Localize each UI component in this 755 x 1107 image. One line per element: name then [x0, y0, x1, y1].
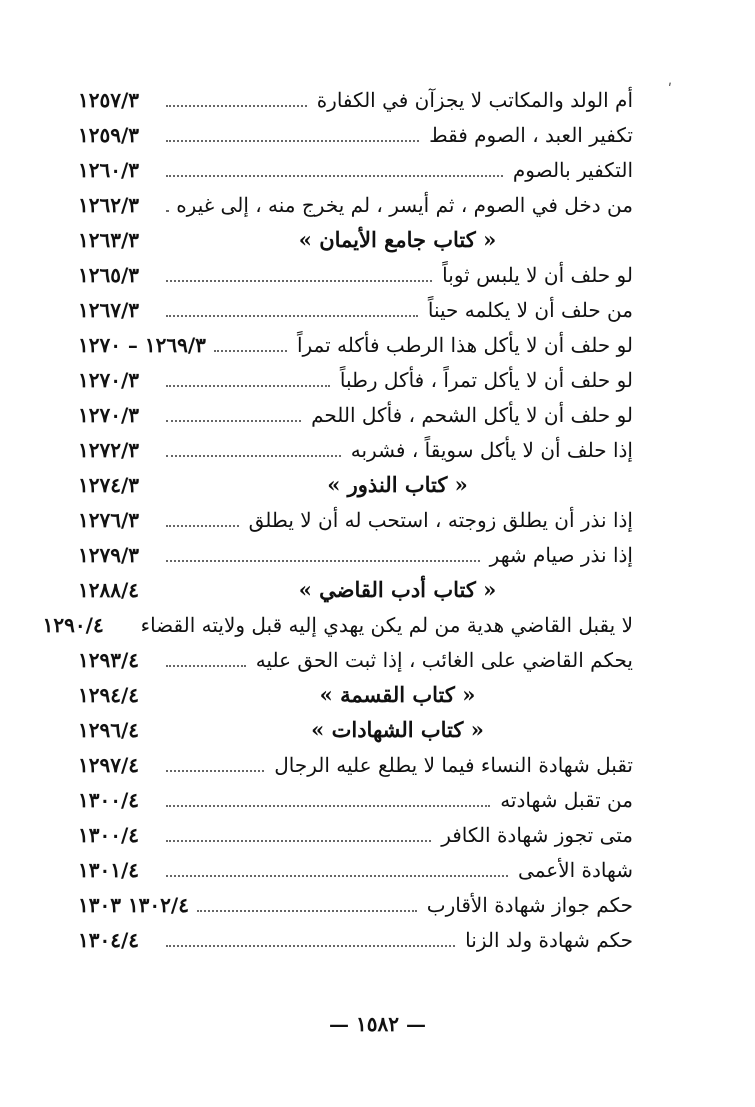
- dot-leader: [166, 805, 490, 807]
- page-number: — ١٥٨٢ —: [329, 1012, 426, 1036]
- toc-entry: [78, 117, 633, 152]
- toc-section-heading: [78, 467, 633, 502]
- entry-title: لو حلف أن لا يأكل هذا الرطب فأكله تمراً: [296, 332, 633, 357]
- page-reference: ١٢٩٠/٤: [42, 612, 104, 637]
- toc-entry: [78, 922, 633, 957]
- dot-leader: [166, 420, 301, 422]
- page-reference: ١٢٧٤/٣: [78, 472, 140, 497]
- entry-title: التكفير بالصوم: [512, 157, 633, 182]
- dot-leader: [166, 280, 432, 282]
- toc-entry: [78, 502, 633, 537]
- page-reference: ١٢٦٥/٣: [78, 262, 140, 287]
- entry-title: متى تجوز شهادة الكافر: [441, 822, 633, 847]
- section-title: « كتاب الشهادات »: [311, 717, 484, 742]
- toc-entry: [78, 537, 633, 572]
- entry-title: إذا نذر صيام شهر: [489, 542, 633, 567]
- entry-title: لو حلف أن لا يأكل تمراً ، فأكل رطباً: [339, 367, 633, 392]
- dot-leader: [166, 385, 330, 387]
- entry-title: إذا حلف أن لا يأكل سويقاً ، فشربه: [350, 437, 633, 462]
- toc-entry: [78, 292, 633, 327]
- dot-leader: [166, 140, 419, 142]
- page-reference: ١٢٦٢/٣: [78, 192, 140, 217]
- toc-entry: [78, 642, 633, 677]
- dot-leader: [166, 525, 239, 527]
- toc-entry: [78, 817, 633, 852]
- page-reference: ١٢٧٢/٣: [78, 437, 140, 462]
- page-reference: ١٢٨٨/٤: [78, 577, 140, 602]
- dot-leader: [214, 350, 287, 352]
- toc-entry: [78, 82, 633, 117]
- page-reference: ١٢٩٦/٤: [78, 717, 140, 742]
- entry-title: أم الولد والمكاتب لا يجزآن في الكفارة: [316, 87, 633, 112]
- toc-section-heading: [78, 222, 633, 257]
- dot-leader: [166, 105, 307, 107]
- toc-entry: [78, 187, 633, 222]
- entry-title: حكم جواز شهادة الأقارب: [426, 892, 633, 917]
- entry-title: تقبل شهادة النساء فيما لا يطلع عليه الرجال: [274, 752, 633, 777]
- entry-title: شهادة الأعمى: [518, 857, 633, 882]
- section-title: « كتاب أدب القاضي »: [298, 577, 497, 602]
- toc-entry: [78, 152, 633, 187]
- toc-entry: [78, 852, 633, 887]
- page-reference: ١٢٥٧/٣: [78, 87, 140, 112]
- margin-mark: ʹ: [668, 82, 672, 98]
- entry-title: لو حلف أن لا يأكل الشحم ، فأكل اللحم: [311, 402, 633, 427]
- toc-entry: [42, 607, 633, 642]
- page-reference: ١٢٦٧/٣: [78, 297, 140, 322]
- toc-entry: [78, 887, 633, 922]
- entry-title: من حلف أن لا يكلمه حيناً: [427, 297, 633, 322]
- dot-leader: [166, 315, 418, 317]
- toc-entry: [78, 397, 633, 432]
- entry-title: تكفير العبد ، الصوم فقط: [429, 122, 633, 147]
- entry-title: لو حلف أن لا يلبس ثوباً: [442, 262, 633, 287]
- dot-leader: [166, 770, 264, 772]
- entry-title: من دخل في الصوم ، ثم أيسر ، لم يخرج منه ، إلى غيره: [176, 192, 633, 217]
- page-reference: ١٢٩٣/٤: [78, 647, 140, 672]
- dot-leader: [166, 875, 508, 877]
- dot-leader: [197, 910, 417, 912]
- page-reference: ١٢٦٩/٣ – ١٢٧٠: [78, 332, 206, 357]
- page-reference: ١٢٧٠/٣: [78, 402, 140, 427]
- section-title: « كتاب النذور »: [327, 472, 468, 497]
- dot-leader: [166, 175, 503, 177]
- page-reference: ١٢٧٩/٣: [78, 542, 140, 567]
- page-reference: ١٣٠٠/٤: [78, 787, 140, 812]
- page-reference: ١٣٠١/٤: [78, 857, 140, 882]
- toc-section-heading: [78, 572, 633, 607]
- toc-section-heading: [78, 677, 633, 712]
- entry-title: من تقبل شهادته: [500, 787, 633, 812]
- entry-title: إذا نذر أن يطلق زوجته ، استحب له أن لا يطلق: [248, 507, 633, 532]
- dot-leader: [166, 840, 431, 842]
- page-reference: ١٣٠٠/٤: [78, 822, 140, 847]
- dot-leader: [166, 945, 455, 947]
- toc-entry: [78, 327, 633, 362]
- page-reference: ١٢٦٠/٣: [78, 157, 140, 182]
- page-reference: ١٢٧٠/٣: [78, 367, 140, 392]
- dot-leader: [166, 560, 480, 562]
- page-reference: ١٢٩٧/٤: [78, 752, 140, 777]
- toc-entry: [78, 747, 633, 782]
- toc-section-heading: [78, 712, 633, 747]
- page-reference: ١٣٠٤/٤: [78, 927, 140, 952]
- section-title: « كتاب القسمة »: [319, 682, 476, 707]
- toc-entry: [78, 257, 633, 292]
- section-title: « كتاب جامع الأيمان »: [298, 227, 497, 252]
- entry-title: لا يقبل القاضي هدية من لم يكن يهدي إليه قبل ولايته القضاء: [140, 612, 633, 637]
- entry-title: حكم شهادة ولد الزنا: [465, 927, 633, 952]
- page-reference: ١٢٩٤/٤: [78, 682, 140, 707]
- toc-entry: [78, 362, 633, 397]
- toc-entry: [78, 432, 633, 467]
- toc-entry: [78, 782, 633, 817]
- page-reference: ١٢٧٦/٣: [78, 507, 140, 532]
- dot-leader: [166, 665, 246, 667]
- table-of-contents: [42, 82, 633, 957]
- page-reference: ١٢٥٩/٣: [78, 122, 140, 147]
- entry-title: يحكم القاضي على الغائب ، إذا ثبت الحق عليه: [255, 647, 633, 672]
- page-reference: ١٣٠٢/٤ ١٣٠٣: [78, 892, 189, 917]
- dot-leader: [166, 455, 341, 457]
- page-reference: ١٢٦٣/٣: [78, 227, 140, 252]
